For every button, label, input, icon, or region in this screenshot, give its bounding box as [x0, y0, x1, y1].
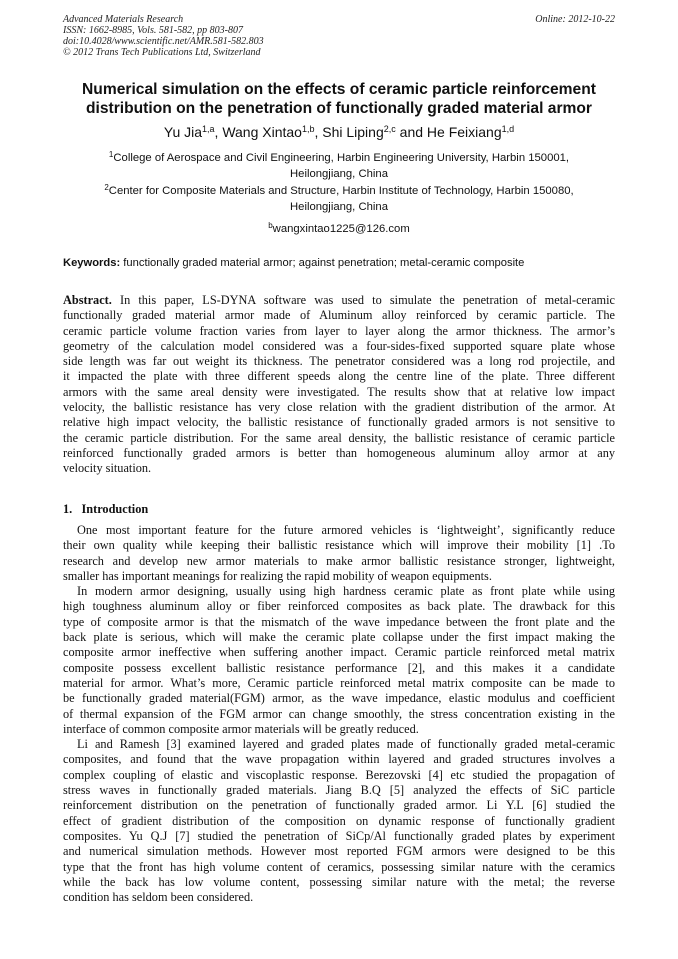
- author-list: [40, 123, 638, 141]
- title-line: distribution on the penetration of functionally graded material armor: [86, 100, 592, 117]
- intro-line: complex coupling of elastic and viscoplastic response. Berezovski [4] etc studied the propagation of: [63, 767, 615, 782]
- journal-header: [63, 14, 264, 58]
- abstract-text: In this paper, LS-DYNA software was used to simulate the penetration of metal-ceramic: [111, 293, 615, 307]
- affiliation-line: Heilongjiang, China: [290, 168, 388, 180]
- author-separator: ,: [214, 124, 223, 140]
- author-separator: and: [395, 124, 427, 140]
- journal-name: Advanced Materials Research: [63, 14, 184, 25]
- abstract-line: [63, 293, 615, 308]
- abstract-line: ceramic particle volume fraction varies from layer to layer along the armor thickness. The armor’s: [63, 323, 615, 338]
- author-email: [40, 221, 638, 237]
- doi-line: doi:10.4028/www.scientific.net/AMR.581-582.803: [63, 36, 264, 47]
- intro-line: One most important feature for the future armored vehicles is ‘lightweight’, significantly reduce: [77, 523, 615, 537]
- intro-line: smaller has important meanings for realizing the rapid mobility of weapon equipments.: [63, 568, 492, 583]
- author-name: He Feixiang: [426, 124, 502, 140]
- affiliation-line: Heilongjiang, China: [290, 201, 388, 213]
- email-address: wangxintao1225@126.com: [272, 223, 410, 235]
- intro-line: while the back has low volume content, possessing similar nature with the metal; the reverse: [63, 874, 615, 889]
- section-heading-introduction: [63, 502, 148, 517]
- author-affiliation-mark: 1,b: [301, 124, 315, 134]
- keywords: [63, 256, 615, 271]
- intro-line: effect of gradient distribution of the composition on dynamic response of functionally gradient: [63, 813, 615, 828]
- abstract-label: Abstract.: [63, 293, 112, 307]
- intro-line: and numerical simulation methods. However most reported FGM armors were designed to be this: [63, 844, 615, 859]
- keywords-label: Keywords:: [63, 257, 121, 269]
- abstract-line: velocity situation.: [63, 461, 152, 476]
- keywords-text: functionally graded material armor; against penetration; metal-ceramic composite: [120, 257, 525, 269]
- affiliation-text: College of Aerospace and Civil Engineering, Harbin Engineering University, Harbin 150001,: [113, 152, 570, 164]
- abstract-line: armors with the same areal density were investigated. The results show that at relative low impact: [63, 384, 615, 399]
- affiliation-mark: 2: [104, 183, 109, 192]
- affiliation-line: [40, 150, 638, 166]
- abstract-line: relative high impact velocity, the ballistic resistance of functionally graded armors is not sensitive to: [63, 415, 615, 430]
- intro-line: composites, and found that the wave propagation within layered and graded structures involves a: [63, 752, 615, 767]
- intro-line: type that the front has high volume content of ceramics, possessing similar nature with the ceramics: [63, 859, 615, 874]
- email-line: [40, 221, 638, 237]
- email-mark: b: [268, 221, 273, 230]
- intro-line: reinforcement distribution on the penetration of functionally graded armor. Li Y.L [6] studied the: [63, 798, 615, 813]
- affiliation-1: [40, 150, 638, 182]
- paper-title: [40, 80, 638, 118]
- intro-line: condition has seldom been considered.: [63, 890, 254, 905]
- abstract-line: the ceramic particle distribution. For the same areal density, the ballistic resistance of ceramic particle: [63, 430, 615, 445]
- author-name: Yu Jia: [163, 124, 203, 140]
- affiliation-line: [40, 183, 638, 199]
- intro-line: be functionally graded material(FGM) armor, as the wave impedance, elastic modulus and coefficient: [63, 691, 615, 706]
- abstract-line: it impacted the plate with three different speeds along the centre line of the plate. Three different: [63, 369, 615, 384]
- author-name: Shi Liping: [322, 124, 384, 140]
- section-number: 1.: [63, 502, 73, 516]
- intro-line: research and develop new armor materials to make armor ballistic resistance stronger, lightweight,: [63, 553, 615, 568]
- abstract-line: velocity, the ballistic resistance has very close relation with the gradient distribution of the armor. At: [63, 400, 615, 415]
- abstract: [63, 293, 615, 477]
- intro-line: back plate is serious, which will make the ceramic plate collapse under the first impact making the: [63, 630, 615, 645]
- intro-line: composite possess excellent ballistic resistance performance [2], and this makes it a candidate: [63, 660, 615, 675]
- abstract-line: reinforced functionally graded armors is better than homogeneous aluminum alloy armor at any: [63, 445, 615, 460]
- author-name: Wang Xintao: [222, 124, 302, 140]
- intro-line: In modern armor designing, usually using high hardness ceramic plate as front plate while using: [77, 584, 615, 599]
- author-separator: ,: [314, 124, 323, 140]
- affiliation-mark: 1: [108, 150, 114, 159]
- intro-line: of thermal expansion of the FGM armor can change smoothly, the stress concentration existing in the: [63, 706, 615, 721]
- copyright-line: © 2012 Trans Tech Publications Ltd, Switzerland: [63, 47, 261, 58]
- online-date: Online: 2012-10-22: [535, 14, 615, 25]
- affiliation-2: [40, 183, 638, 215]
- intro-line: high toughness aluminum alloy or fiber reinforced composites as back plate. The drawback for this: [63, 599, 615, 614]
- intro-line: type of composite armor is that the mismatch of the wave impedance between the front plate and the: [63, 614, 615, 629]
- intro-line: Li and Ramesh [3] examined layered and graded plates made of functionally graded metal-ceramic: [77, 737, 615, 752]
- author-affiliation-mark: 1,d: [501, 124, 515, 134]
- affiliation-text: Center for Composite Materials and Structure, Harbin Institute of Technology, Harbin 150080,: [108, 185, 574, 197]
- author-affiliation-mark: 1,a: [202, 124, 215, 134]
- intro-line: their own quality while keeping their ballistic resistance which will improve their mobility [1] .To: [63, 538, 615, 553]
- abstract-line: side length was far out weight its thickness. The penetrator considered was a long rod projectile, and: [63, 354, 615, 369]
- title-line: Numerical simulation on the effects of ceramic particle reinforcement: [82, 81, 596, 98]
- intro-line: stress waves in functionally graded materials. Jiang B.Q [5] analyzed the effects of SiC particle: [63, 783, 615, 798]
- abstract-line: geometry of the calculation model considered was a four-sides-fixed supported square plate whose: [63, 338, 615, 353]
- introduction-body: [63, 523, 615, 905]
- intro-line: composite armor ineffective when suffering another impact. Ceramic particle reinforced metal matrix: [63, 645, 615, 660]
- intro-line: interface of common composite armor materials will be greatly reduced.: [63, 721, 419, 736]
- author-affiliation-mark: 2,c: [383, 124, 396, 134]
- abstract-line: functionally graded material armor made of Aluminum alloy reinforced by ceramic particle. The: [63, 308, 615, 323]
- intro-line: composites. Yu Q.J [7] studied the penetration of SiCp/Al functionally graded plates by experiment: [63, 828, 615, 843]
- section-title: Introduction: [81, 502, 149, 516]
- intro-line: material for armor. What’s more, Ceramic particle reinforced metal matrix composite can be made to: [63, 675, 615, 690]
- issn-line: ISSN: 1662-8985, Vols. 581-582, pp 803-807: [63, 25, 243, 36]
